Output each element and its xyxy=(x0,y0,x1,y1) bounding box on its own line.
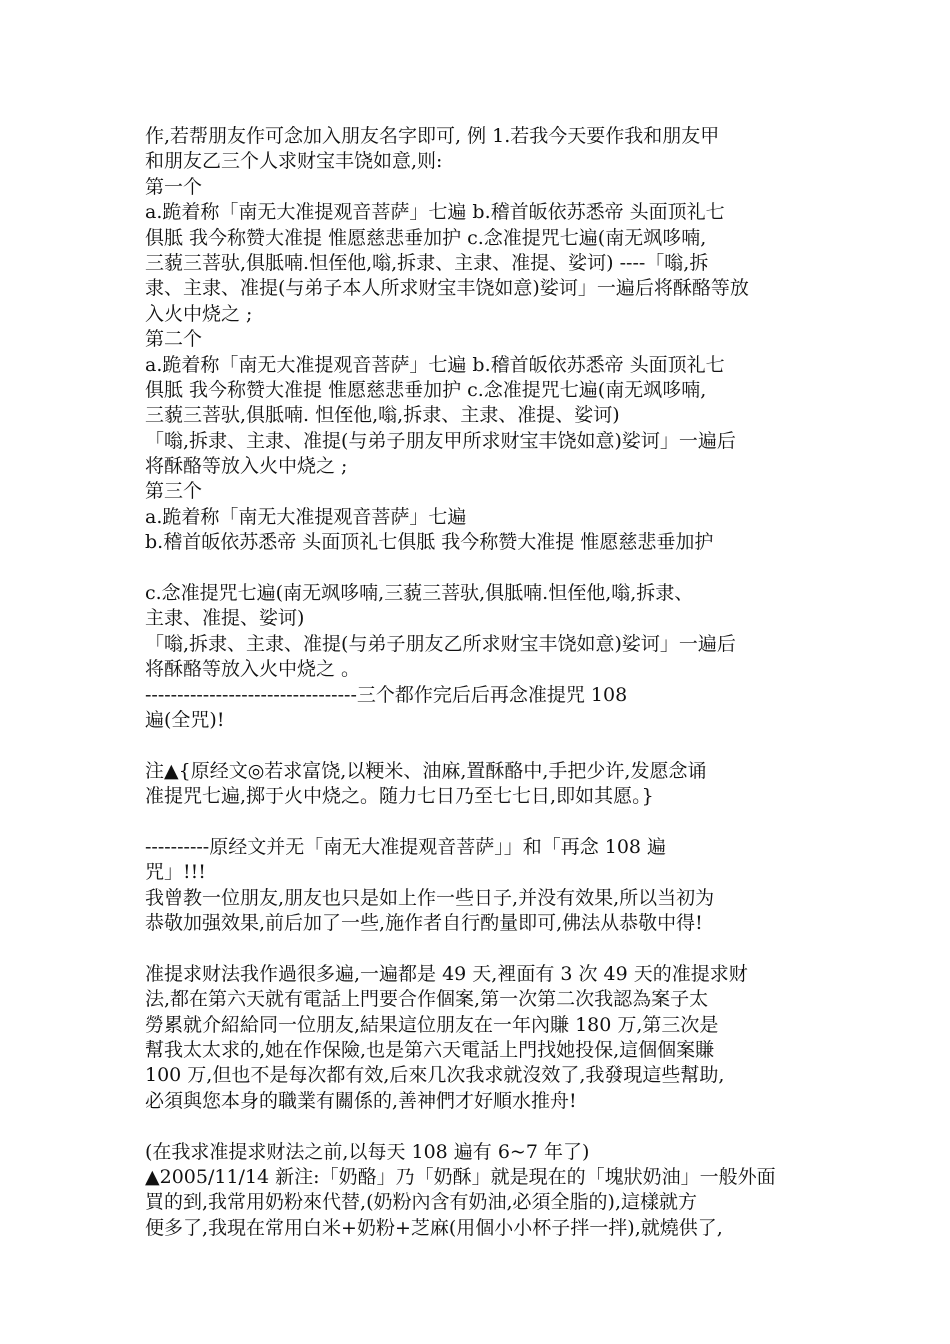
text-line: 和朋友乙三个人求财宝丰饶如意,则: xyxy=(145,150,443,173)
text-line: 勞累就介紹給同一位朋友,結果這位朋友在一年內賺 180 万,第三次是 xyxy=(145,1013,719,1036)
text-line: 三藐三菩驮,俱胝喃.怛侄他,嗡,拆隶、主隶、准提、娑诃) ----「嗡,拆 xyxy=(145,251,709,274)
text-line: c.念准提咒七遍(南无飒哆喃,三藐三菩驮,俱胝喃.怛侄他,嗡,拆隶、 xyxy=(145,582,694,605)
text-line: 将酥酪等放入火中烧之 。 xyxy=(145,658,361,681)
text-line: 便多了,我現在常用白米+奶粉+芝麻(用個小小杯子拌一拌),就燒供了, xyxy=(145,1216,723,1239)
text-line: 入火中烧之 ; xyxy=(145,302,253,325)
text-line: 将酥酪等放入火中烧之 ; xyxy=(145,455,348,478)
text-line: 我曾教一位朋友,朋友也只是如上作一些日子,并没有效果,所以当初为 xyxy=(145,886,715,909)
blank-line xyxy=(145,1114,825,1139)
text-line: 法,都在第六天就有電話上門要合作個案,第一次第二次我認為案子太 xyxy=(145,988,709,1011)
text-line: 100 万,但也不是每次都有效,后來几次我求就沒效了,我發現這些幫助, xyxy=(145,1064,725,1087)
text-line: a.跪着称「南无大准提观音菩萨」七遍 b.稽首皈依苏悉帝 头面顶礼七 xyxy=(145,353,725,376)
text-line: 隶、主隶、准提(与弟子本人所求财宝丰饶如意)娑诃」一遍后将酥酪等放 xyxy=(145,277,749,300)
section-heading: 第二个 xyxy=(145,328,203,351)
text-line: ----------原经文并无「南无大准提观音菩萨」」和「再念 108 遍 xyxy=(145,835,667,858)
text-line: 准提求财法我作過很多遍,一遍都是 49 天,裡面有 3 次 49 天的准提求财 xyxy=(145,962,748,985)
text-line: 俱胝 我今称赞大准提 惟愿慈悲垂加护 c.念准提咒七遍(南无飒哆喃, xyxy=(145,226,707,249)
text-line: 主隶、准提、娑诃) xyxy=(145,607,305,630)
text-line: 「嗡,拆隶、主隶、准提(与弟子朋友甲所求财宝丰饶如意)娑诃」一遍后 xyxy=(145,429,736,452)
text-line: 「嗡,拆隶、主隶、准提(与弟子朋友乙所求财宝丰饶如意)娑诃」一遍后 xyxy=(145,632,736,655)
text-line: ---------------------------------三个都作完后后再念准提咒 108 xyxy=(145,683,628,706)
text-line: a.跪着称「南无大准提观音菩萨」七遍 xyxy=(145,505,467,528)
blank-line xyxy=(145,810,825,835)
document-page xyxy=(145,124,825,1241)
section-heading: 第三个 xyxy=(145,480,203,503)
text-line: 三藐三菩驮,俱胝喃. 怛侄他,嗡,拆隶、主隶、准提、娑诃) xyxy=(145,404,620,427)
text-line: ▲2005/11/14 新注:「奶酪」乃「奶酥」就是現在的「塊狀奶油」一般外面 xyxy=(145,1166,776,1189)
text-line: a.跪着称「南无大准提观音菩萨」七遍 b.稽首皈依苏悉帝 头面顶礼七 xyxy=(145,201,725,224)
section-heading: 第一个 xyxy=(145,175,203,198)
blank-line xyxy=(145,556,825,581)
text-line: 遍(全咒)! xyxy=(145,708,225,731)
note-line: 注▲{原经文◎若求富饶,以粳米、油麻,置酥酪中,手把少许,发愿念诵 xyxy=(145,759,707,782)
text-line: (在我求准提求财法之前,以每天 108 遍有 6~7 年了) xyxy=(145,1140,590,1163)
note-line: 准提咒七遍,掷于火中烧之。随力七日乃至七七日,即如其愿。} xyxy=(145,785,654,808)
text-line: 作,若帮朋友作可念加入朋友名字即可, 例 1.若我今天要作我和朋友甲 xyxy=(145,125,720,147)
text-line: 買的到,我常用奶粉來代替,(奶粉內含有奶油,必須全脂的),這樣就方 xyxy=(145,1191,697,1214)
text-line: 恭敬加强效果,前后加了一些,施作者自行酌量即可,佛法从恭敬中得! xyxy=(145,912,703,935)
blank-line xyxy=(145,733,825,758)
blank-line xyxy=(145,937,825,962)
text-line: b.稽首皈依苏悉帝 头面顶礼七俱胝 我今称赞大准提 惟愿慈悲垂加护 xyxy=(145,531,714,554)
text-line: 必須與您本身的職業有關係的,善神們才好順水推舟! xyxy=(145,1089,577,1112)
text-line: 俱胝 我今称赞大准提 惟愿慈悲垂加护 c.念准提咒七遍(南无飒哆喃, xyxy=(145,378,707,401)
text-line: 咒」!!! xyxy=(145,861,206,884)
text-line: 幫我太太求的,她在作保險,也是第六天電話上門找她投保,這個個案賺 xyxy=(145,1039,715,1062)
